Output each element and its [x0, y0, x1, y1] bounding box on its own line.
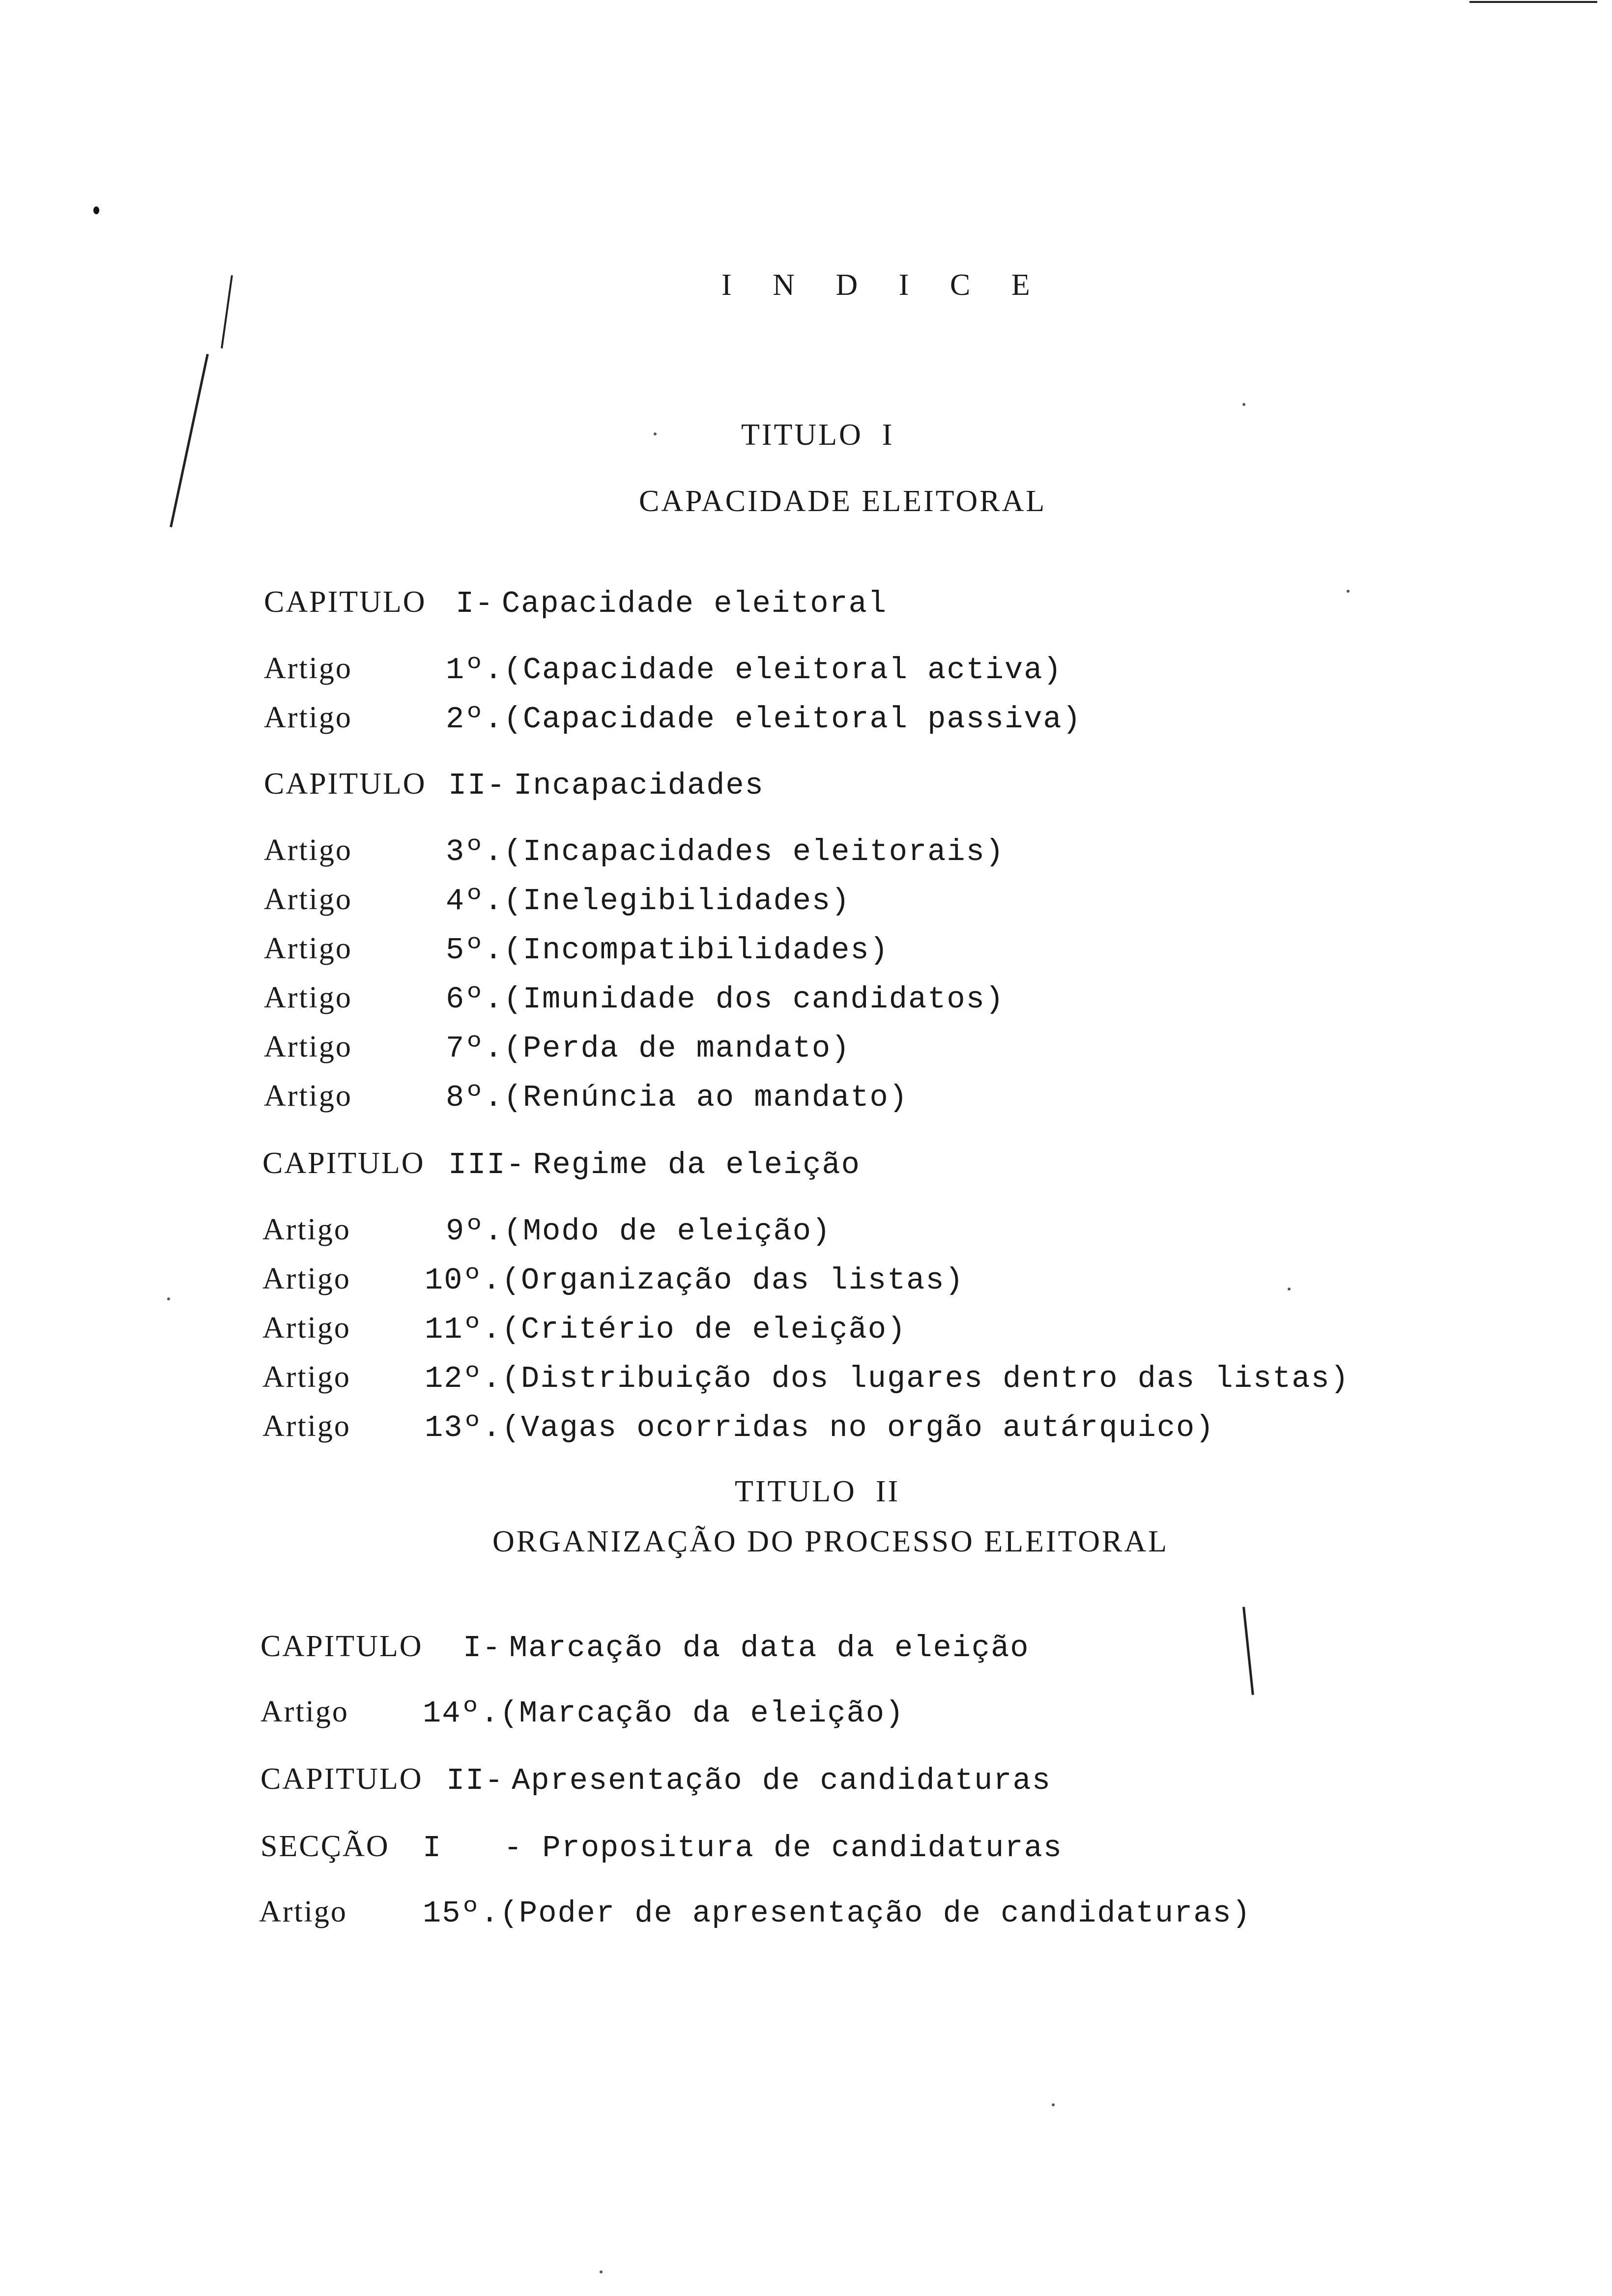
article-number: 12º. [425, 1361, 502, 1396]
chapter-number: II- [448, 768, 506, 803]
article-label: Artigo [264, 883, 352, 916]
speck [600, 2270, 603, 2273]
section-label: SECÇÃO [260, 1830, 390, 1863]
speck [1242, 403, 1245, 406]
article-number: 13º. [425, 1410, 502, 1445]
speck [93, 206, 99, 214]
article-title: (Marcação da eleição) [499, 1696, 905, 1731]
speck [1288, 1288, 1291, 1291]
article-number: 15º. [423, 1896, 500, 1931]
chapter-title: Capacidade eleitoral [501, 586, 888, 621]
chapter-number: I- [456, 586, 494, 621]
article-title: (Incompatibilidades) [503, 933, 889, 968]
article-label: Artigo [264, 932, 352, 965]
article-title: (Capacidade eleitoral activa) [503, 653, 1063, 688]
article-title: (Organização das listas) [501, 1263, 964, 1298]
title-1-subheading: CAPACIDADE ELEITORAL [639, 485, 1047, 518]
chapter-number: II- [446, 1763, 504, 1798]
article-label: Artigo [259, 1895, 347, 1928]
article-label: Artigo [264, 833, 352, 867]
article-title: (Incapacidades eleitorais) [503, 834, 1005, 869]
speck [167, 1297, 170, 1300]
article-number: 7º. [446, 1031, 504, 1066]
margin-pen-line [170, 354, 209, 527]
chapter-label: CAPITULO [264, 767, 427, 801]
chapter-title: Regime da eleição [533, 1148, 861, 1182]
chapter-label: CAPITULO [260, 1762, 423, 1796]
speck [1347, 590, 1350, 593]
top-right-rule [1469, 1, 1597, 3]
article-number: 4º. [446, 884, 504, 918]
article-label: Artigo [262, 1360, 351, 1394]
article-title: (Perda de mandato) [503, 1031, 851, 1066]
title-2-heading: TITULO II [735, 1475, 900, 1508]
article-number: 11º. [425, 1312, 502, 1347]
article-number: 9º. [446, 1214, 504, 1249]
article-title: (Renúncia ao mandato) [503, 1080, 908, 1115]
chapter-label: CAPITULO [260, 1630, 423, 1663]
article-title: (Vagas ocorridas no orgão autárquico) [501, 1410, 1215, 1445]
article-number: 1º. [446, 653, 504, 688]
article-label: Artigo [262, 1213, 351, 1246]
article-title: (Capacidade eleitoral passiva) [503, 702, 1082, 737]
chapter-label: CAPITULO [264, 585, 427, 619]
index-title: I N D I C E [721, 268, 1047, 302]
section-number: I [423, 1831, 442, 1866]
article-number: 2º. [446, 702, 504, 737]
speck [1052, 2103, 1055, 2106]
article-row [229, 1860, 1251, 1965]
margin-pen-line-2 [221, 275, 233, 348]
article-title: (Modo de eleição) [503, 1214, 832, 1249]
article-number: 3º. [446, 834, 504, 869]
article-label: Artigo [260, 1695, 349, 1728]
speck [654, 432, 657, 435]
article-label: Artigo [262, 1311, 351, 1345]
chapter-number: III- [448, 1148, 525, 1182]
article-number: 6º. [446, 982, 504, 1017]
section-title: - Propositura de candidaturas [504, 1831, 1063, 1866]
article-label: Artigo [262, 1262, 351, 1295]
article-label: Artigo [264, 981, 352, 1014]
article-title: (Poder de apresentação de candidaturas) [499, 1896, 1251, 1931]
article-number: 10º. [425, 1263, 502, 1298]
article-number: 14º. [423, 1696, 500, 1731]
chapter-title: Incapacidades [514, 768, 764, 803]
article-title: (Inelegibilidades) [503, 884, 851, 918]
article-row [232, 1375, 1214, 1480]
right-margin-mark [1242, 1607, 1254, 1695]
article-title: (Critério de eleição) [501, 1312, 907, 1347]
chapter-label: CAPITULO [262, 1147, 425, 1180]
article-label: Artigo [264, 701, 352, 734]
article-label: Artigo [264, 1079, 352, 1113]
article-label: Artigo [264, 652, 352, 685]
article-label: Artigo [262, 1409, 351, 1443]
chapter-title: Apresentação de candidaturas [512, 1763, 1051, 1798]
article-title: (Imunidade dos candidatos) [503, 982, 1005, 1017]
article-label: Artigo [264, 1030, 352, 1063]
title-1-heading: TITULO I [741, 418, 894, 452]
chapter-title: Marcação da data da eleição [509, 1631, 1030, 1665]
article-title: (Distribuição dos lugares dentro das listas) [501, 1361, 1350, 1396]
chapter-number: I- [463, 1631, 502, 1665]
article-number: 5º. [446, 933, 504, 968]
article-number: 8º. [446, 1080, 504, 1115]
title-2-subheading: ORGANIZAÇÃO DO PROCESSO ELEITORAL [492, 1525, 1169, 1558]
